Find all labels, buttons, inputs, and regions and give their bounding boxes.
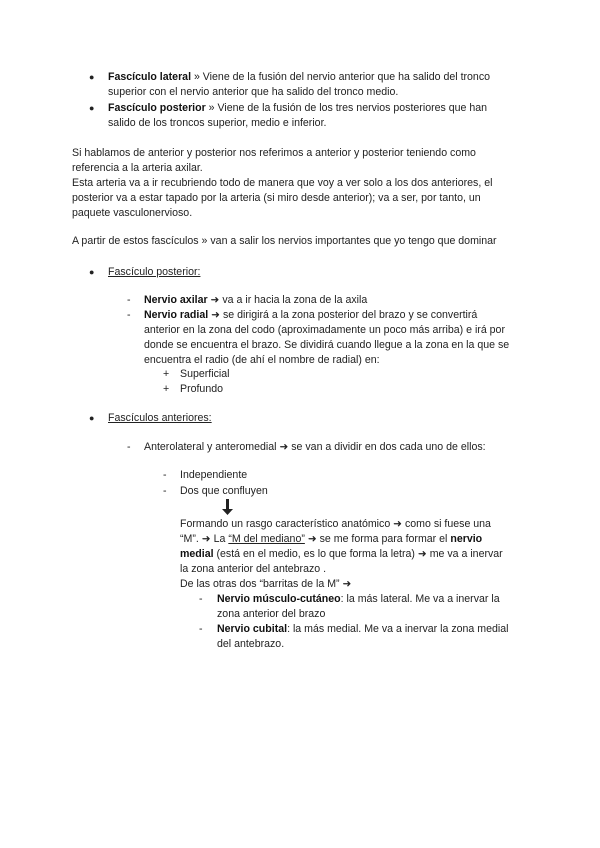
bullet-dot: ● <box>89 413 95 423</box>
dash-marker: - <box>127 309 131 321</box>
bullet-dot: ● <box>89 72 95 82</box>
item-text-line: anterior en la zona del codo (aproximadamente un poco más arriba) e irá por <box>144 324 505 336</box>
item-text: : la más medial. Me va a inervar la zona medial <box>287 623 509 635</box>
item-text: ➜ se dirigirá a la zona posterior del brazo y se convertirá <box>208 309 478 321</box>
term-nervio-cubital: Nervio cubital <box>217 623 288 635</box>
bullet-text-line: salido de los troncos superior, medio e inferior. <box>108 117 327 129</box>
term-nervio-axilar: Nervio axilar <box>144 294 208 306</box>
paragraph-line: paquete vasculonervioso. <box>72 207 193 219</box>
item-text: : la más lateral. Me va a inervar la <box>340 593 500 605</box>
item-nervio-axilar <box>144 293 367 307</box>
text-fragment: (está en el medio, es lo que forma la letra) ➜ me va a inervar <box>213 548 503 560</box>
option-dos-que-confluyen: Dos que confluyen <box>180 485 268 497</box>
item-nervio-cubital <box>217 622 508 636</box>
bullet-fasciculo-posterior <box>108 101 487 115</box>
text-line: Formando un rasgo característico anatómico ➜ como si fuese una <box>180 518 491 530</box>
bullet-fasciculo-lateral <box>108 70 490 84</box>
bullet-text: » Viene de la fusión del nervio anterior que ha salido del tronco <box>191 71 491 83</box>
paragraph-line: A partir de estos fascículos » van a salir los nervios importantes que yo tengo que dominar <box>72 235 497 247</box>
dash-marker: - <box>127 294 131 306</box>
item-text-line: donde se encuentra el brazo. Se dividirá cuando llegue a la zona en la que se <box>144 339 510 351</box>
option-independiente: Independiente <box>180 469 248 481</box>
term-nervio-radial: Nervio radial <box>144 309 209 321</box>
bullet-dot: ● <box>89 103 95 113</box>
m-del-mediano-underlined: “M del mediano” <box>228 533 305 545</box>
plus-marker: + <box>163 368 170 380</box>
text-fragment: “M”. ➜ La <box>180 533 229 545</box>
dash-marker: - <box>163 469 167 481</box>
term-nervio: nervio <box>450 533 483 545</box>
term-medial: medial <box>180 548 214 560</box>
item-anterolateral: Anterolateral y anteromedial ➜ se van a dividir en dos cada uno de ellos: <box>144 441 486 453</box>
term-fasciculo-lateral: Fascículo lateral <box>108 71 192 83</box>
bullet-text: » Viene de la fusión de los tres nervios posteriores que han <box>205 102 488 114</box>
dash-marker: - <box>199 623 203 635</box>
item-text-line: del antebrazo. <box>217 638 285 650</box>
dash-marker: - <box>127 441 131 453</box>
text-line <box>180 532 482 546</box>
bullet-text-line: superior con el nervio anterior que ha salido del tronco medio. <box>108 86 399 98</box>
text-line: la zona anterior del antebrazo . <box>180 563 327 575</box>
sub-item-profundo: Profundo <box>180 383 223 395</box>
paragraph-line: posterior va a estar tapado por la arteria (si miro desde anterior); va a ser, por tanto, un <box>72 192 481 204</box>
dash-marker: - <box>163 485 167 497</box>
item-text-line: encuentra el radio (de ahí el nombre de radial) en: <box>144 354 380 366</box>
text-fragment: ➜ se me forma para formar el <box>304 533 451 545</box>
sub-item-superficial: Superficial <box>180 368 230 380</box>
text-line: De las otras dos “barritas de la M” ➜ <box>180 578 352 590</box>
item-text-line: zona anterior del brazo <box>217 608 326 620</box>
arrow-down-icon <box>221 499 235 516</box>
paragraph-line: Esta arteria va a ir recubriendo todo de manera que voy a ver solo a los dos anteriores, el <box>72 177 493 189</box>
item-nervio-radial <box>144 308 477 322</box>
dash-marker: - <box>199 593 203 605</box>
item-nervio-musculo-cutaneo <box>217 592 500 606</box>
item-text: ➜ va a ir hacia la zona de la axila <box>207 294 368 306</box>
term-fasciculo-posterior: Fascículo posterior <box>108 102 206 114</box>
plus-marker: + <box>163 383 170 395</box>
section-heading-anteriores: Fascículos anteriores: <box>108 412 212 424</box>
term-nervio-musculo-cutaneo: Nervio músculo-cutáneo <box>217 593 341 605</box>
paragraph-line: Si hablamos de anterior y posterior nos referimos a anterior y posterior teniendo como <box>72 147 476 159</box>
bullet-dot: ● <box>89 267 95 277</box>
text-line <box>180 547 503 561</box>
section-heading-posterior: Fascículo posterior: <box>108 266 201 278</box>
paragraph-line: referencia a la arteria axilar. <box>72 162 203 174</box>
